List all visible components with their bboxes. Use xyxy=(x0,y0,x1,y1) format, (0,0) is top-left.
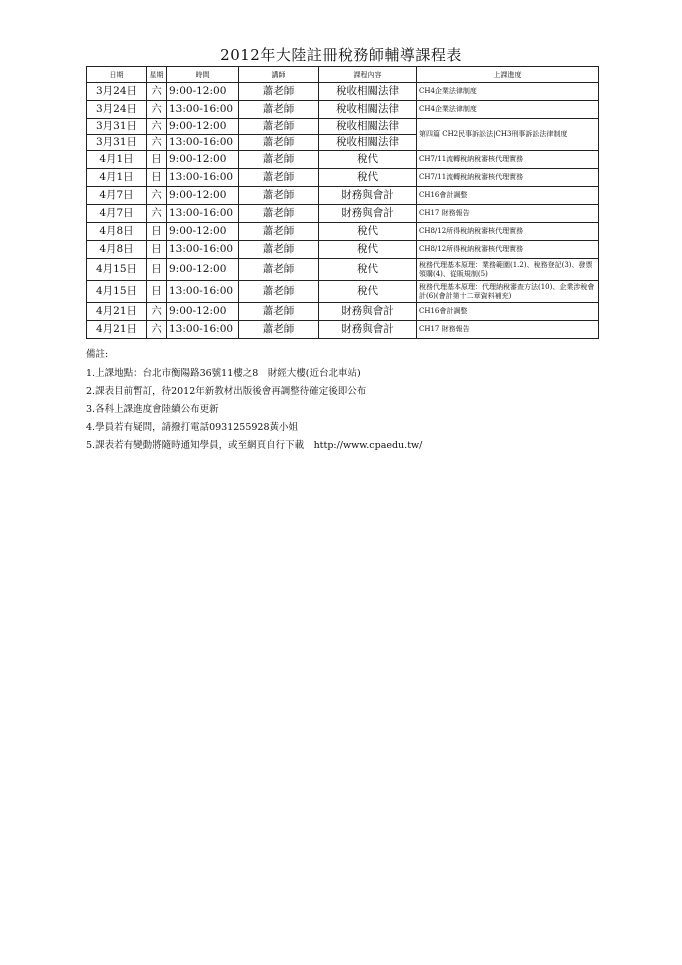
cell-teacher: 蕭老師 xyxy=(239,83,319,101)
cell-progress: CH16會計調整 xyxy=(417,187,599,205)
cell-date: 4月21日 xyxy=(87,321,147,339)
cell-date: 4月7日 xyxy=(87,205,147,223)
cell-day: 日 xyxy=(147,241,167,259)
cell-course: 稅代 xyxy=(319,259,417,281)
table-row xyxy=(87,119,599,135)
table-row xyxy=(87,101,599,119)
header-day: 星期 xyxy=(147,67,167,83)
cell-day: 日 xyxy=(147,169,167,187)
cell-time: 13:00-16:00 xyxy=(167,169,239,187)
cell-teacher: 蕭老師 xyxy=(239,281,319,303)
cell-date: 3月24日 xyxy=(87,83,147,101)
cell-teacher: 蕭老師 xyxy=(239,303,319,321)
table-row xyxy=(87,303,599,321)
cell-time: 13:00-16:00 xyxy=(167,241,239,259)
cell-course: 稅收相關法律 xyxy=(319,83,417,101)
cell-time: 13:00-16:00 xyxy=(167,101,239,119)
cell-time: 13:00-16:00 xyxy=(167,321,239,339)
header-course: 課程內容 xyxy=(319,67,417,83)
table-row xyxy=(87,169,599,187)
cell-date: 3月31日 xyxy=(87,119,147,135)
cell-time: 9:00-12:00 xyxy=(167,119,239,135)
cell-date: 4月15日 xyxy=(87,281,147,303)
cell-progress: CH7/11流轉稅納稅審核代理實務 xyxy=(417,169,599,187)
cell-teacher: 蕭老師 xyxy=(239,259,319,281)
cell-date: 4月1日 xyxy=(87,169,147,187)
table-row xyxy=(87,241,599,259)
cell-teacher: 蕭老師 xyxy=(239,101,319,119)
cell-date: 3月24日 xyxy=(87,101,147,119)
cell-time: 9:00-12:00 xyxy=(167,303,239,321)
cell-course: 財務與會計 xyxy=(319,321,417,339)
cell-day: 六 xyxy=(147,83,167,101)
cell-progress: CH8/12所得稅納稅審核代理實務 xyxy=(417,223,599,241)
table-row xyxy=(87,223,599,241)
cell-day: 六 xyxy=(147,321,167,339)
cell-day: 日 xyxy=(147,223,167,241)
cell-teacher: 蕭老師 xyxy=(239,119,319,135)
table-row xyxy=(87,321,599,339)
cell-teacher: 蕭老師 xyxy=(239,241,319,259)
cell-course: 稅代 xyxy=(319,169,417,187)
table-row xyxy=(87,205,599,223)
cell-time: 9:00-12:00 xyxy=(167,151,239,169)
cell-progress: 稅務代理基本原理：業務範圍(1.2)、稅務登記(3)、發票領購(4)、從販規制(5) xyxy=(417,259,599,281)
cell-time: 9:00-12:00 xyxy=(167,83,239,101)
cell-time: 9:00-12:00 xyxy=(167,187,239,205)
notes-section xyxy=(86,346,422,455)
cell-time: 13:00-16:00 xyxy=(167,205,239,223)
cell-day: 六 xyxy=(147,101,167,119)
table-row xyxy=(87,83,599,101)
schedule-title: 2012年大陸註冊稅務師輔導課程表 xyxy=(220,46,462,64)
cell-time: 13:00-16:00 xyxy=(167,135,239,151)
header-teacher: 講師 xyxy=(239,67,319,83)
cell-course: 財務與會計 xyxy=(319,205,417,223)
cell-day: 六 xyxy=(147,187,167,205)
table-row xyxy=(87,259,599,281)
cell-teacher: 蕭老師 xyxy=(239,321,319,339)
cell-progress: 第四篇 CH2民事訴訟法|CH3刑事訴訟法律制度 xyxy=(417,119,599,151)
table-row xyxy=(87,187,599,205)
cell-progress: CH4企業法律制度 xyxy=(417,101,599,119)
cell-teacher: 蕭老師 xyxy=(239,169,319,187)
cell-date: 4月15日 xyxy=(87,259,147,281)
cell-day: 六 xyxy=(147,205,167,223)
cell-course: 稅收相關法律 xyxy=(319,135,417,151)
note-item: 4.學員若有疑問，請撥打電話0931255928黃小姐 xyxy=(86,422,299,433)
schedule-table xyxy=(86,66,599,339)
cell-time: 13:00-16:00 xyxy=(167,281,239,303)
cell-day: 六 xyxy=(147,303,167,321)
cell-day: 日 xyxy=(147,151,167,169)
cell-progress: CH7/11流轉稅納稅審核代理實務 xyxy=(417,151,599,169)
notes-heading: 備註: xyxy=(86,349,109,360)
table-row xyxy=(87,151,599,169)
cell-course: 稅收相關法律 xyxy=(319,101,417,119)
cell-teacher: 蕭老師 xyxy=(239,205,319,223)
cell-course: 稅代 xyxy=(319,281,417,303)
cell-course: 稅代 xyxy=(319,241,417,259)
cell-date: 3月31日 xyxy=(87,135,147,151)
header-time: 時間 xyxy=(167,67,239,83)
cell-teacher: 蕭老師 xyxy=(239,135,319,151)
cell-day: 六 xyxy=(147,119,167,135)
cell-course: 稅代 xyxy=(319,223,417,241)
cell-progress: CH17 財務報告 xyxy=(417,321,599,339)
cell-date: 4月8日 xyxy=(87,241,147,259)
note-item: 1.上課地點：台北市衡陽路36號11樓之8 財經大樓(近台北車站) xyxy=(86,368,361,379)
note-item: 3.各科上課進度會陸續公布更新 xyxy=(86,404,219,415)
cell-time: 9:00-12:00 xyxy=(167,259,239,281)
cell-progress: 稅務代理基本原理：代理納稅審查方法(10)、企業涉稅會計(6)(會計第十二章資料補充) xyxy=(417,281,599,303)
cell-course: 稅收相關法律 xyxy=(319,119,417,135)
table-header-row xyxy=(87,67,599,83)
cell-date: 4月8日 xyxy=(87,223,147,241)
cell-course: 財務與會計 xyxy=(319,187,417,205)
cell-course: 財務與會計 xyxy=(319,303,417,321)
table-row xyxy=(87,281,599,303)
cell-progress: CH17 財務報告 xyxy=(417,205,599,223)
cell-progress: CH8/12所得稅納稅審核代理實務 xyxy=(417,241,599,259)
cell-day: 日 xyxy=(147,281,167,303)
cell-date: 4月21日 xyxy=(87,303,147,321)
cell-time: 9:00-12:00 xyxy=(167,223,239,241)
cell-day: 六 xyxy=(147,135,167,151)
cell-teacher: 蕭老師 xyxy=(239,187,319,205)
note-item: 2.課表目前暫訂，待2012年新教材出版後會再調整待確定後即公布 xyxy=(86,386,367,397)
cell-teacher: 蕭老師 xyxy=(239,151,319,169)
cell-date: 4月7日 xyxy=(87,187,147,205)
cell-teacher: 蕭老師 xyxy=(239,223,319,241)
cell-course: 稅代 xyxy=(319,151,417,169)
cell-progress: CH4企業法律制度 xyxy=(417,83,599,101)
note-item: 5.課表若有變動將隨時通知學員，或至網頁自行下載 http://www.cpaedu.tw/ xyxy=(86,440,423,451)
header-date: 日期 xyxy=(87,67,147,83)
header-progress: 上課進度 xyxy=(417,67,599,83)
cell-day: 日 xyxy=(147,259,167,281)
cell-progress: CH16會計調整 xyxy=(417,303,599,321)
cell-date: 4月1日 xyxy=(87,151,147,169)
